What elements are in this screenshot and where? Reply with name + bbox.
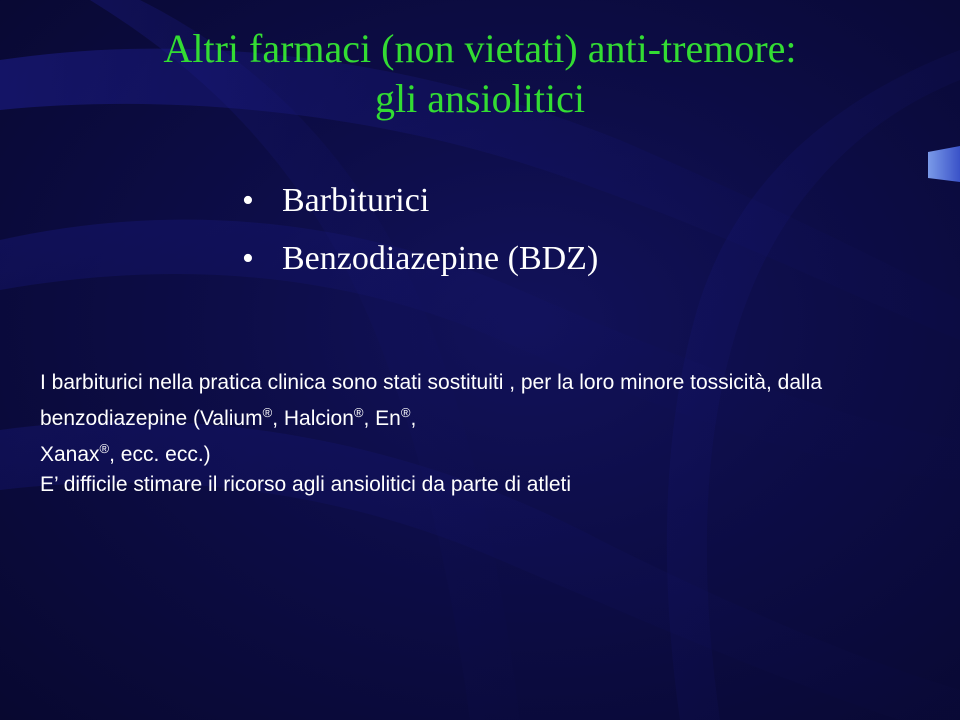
paragraph-text: , Halcion xyxy=(272,407,354,430)
paragraph-text: , xyxy=(410,407,417,430)
registered-mark: ® xyxy=(262,405,273,420)
bullet-item xyxy=(242,172,598,230)
bullet-dot-icon: • xyxy=(242,182,254,219)
bullet-text: Benzodiazepine (BDZ) xyxy=(282,240,599,277)
registered-mark: ® xyxy=(400,405,411,420)
slide-title xyxy=(80,24,880,124)
registered-mark: ® xyxy=(353,405,364,420)
paragraph-last-line: E’ difficile stimare il ricorso agli ansiolitici da parte di atleti xyxy=(40,473,572,496)
body-paragraph xyxy=(40,368,900,500)
bullet-item xyxy=(242,230,598,288)
paragraph-text: , En xyxy=(363,407,401,430)
paragraph-text: I barbiturici nella pratica clinica sono stati sostituiti , per la loro minore tossicità, dalla benzodiazepine (Valium xyxy=(40,371,823,430)
bullet-text: Barbiturici xyxy=(282,182,430,219)
title-line-2: gli ansiolitici xyxy=(375,76,585,121)
bullet-list xyxy=(242,172,598,288)
side-tab-accent xyxy=(928,146,960,182)
bullet-dot-icon: • xyxy=(242,240,254,277)
registered-mark: ® xyxy=(99,441,110,456)
paragraph-text: , ecc. ecc.) xyxy=(109,443,211,466)
paragraph-text: Xanax xyxy=(40,443,100,466)
title-line-1: Altri farmaci (non vietati) anti-tremore: xyxy=(163,26,797,71)
